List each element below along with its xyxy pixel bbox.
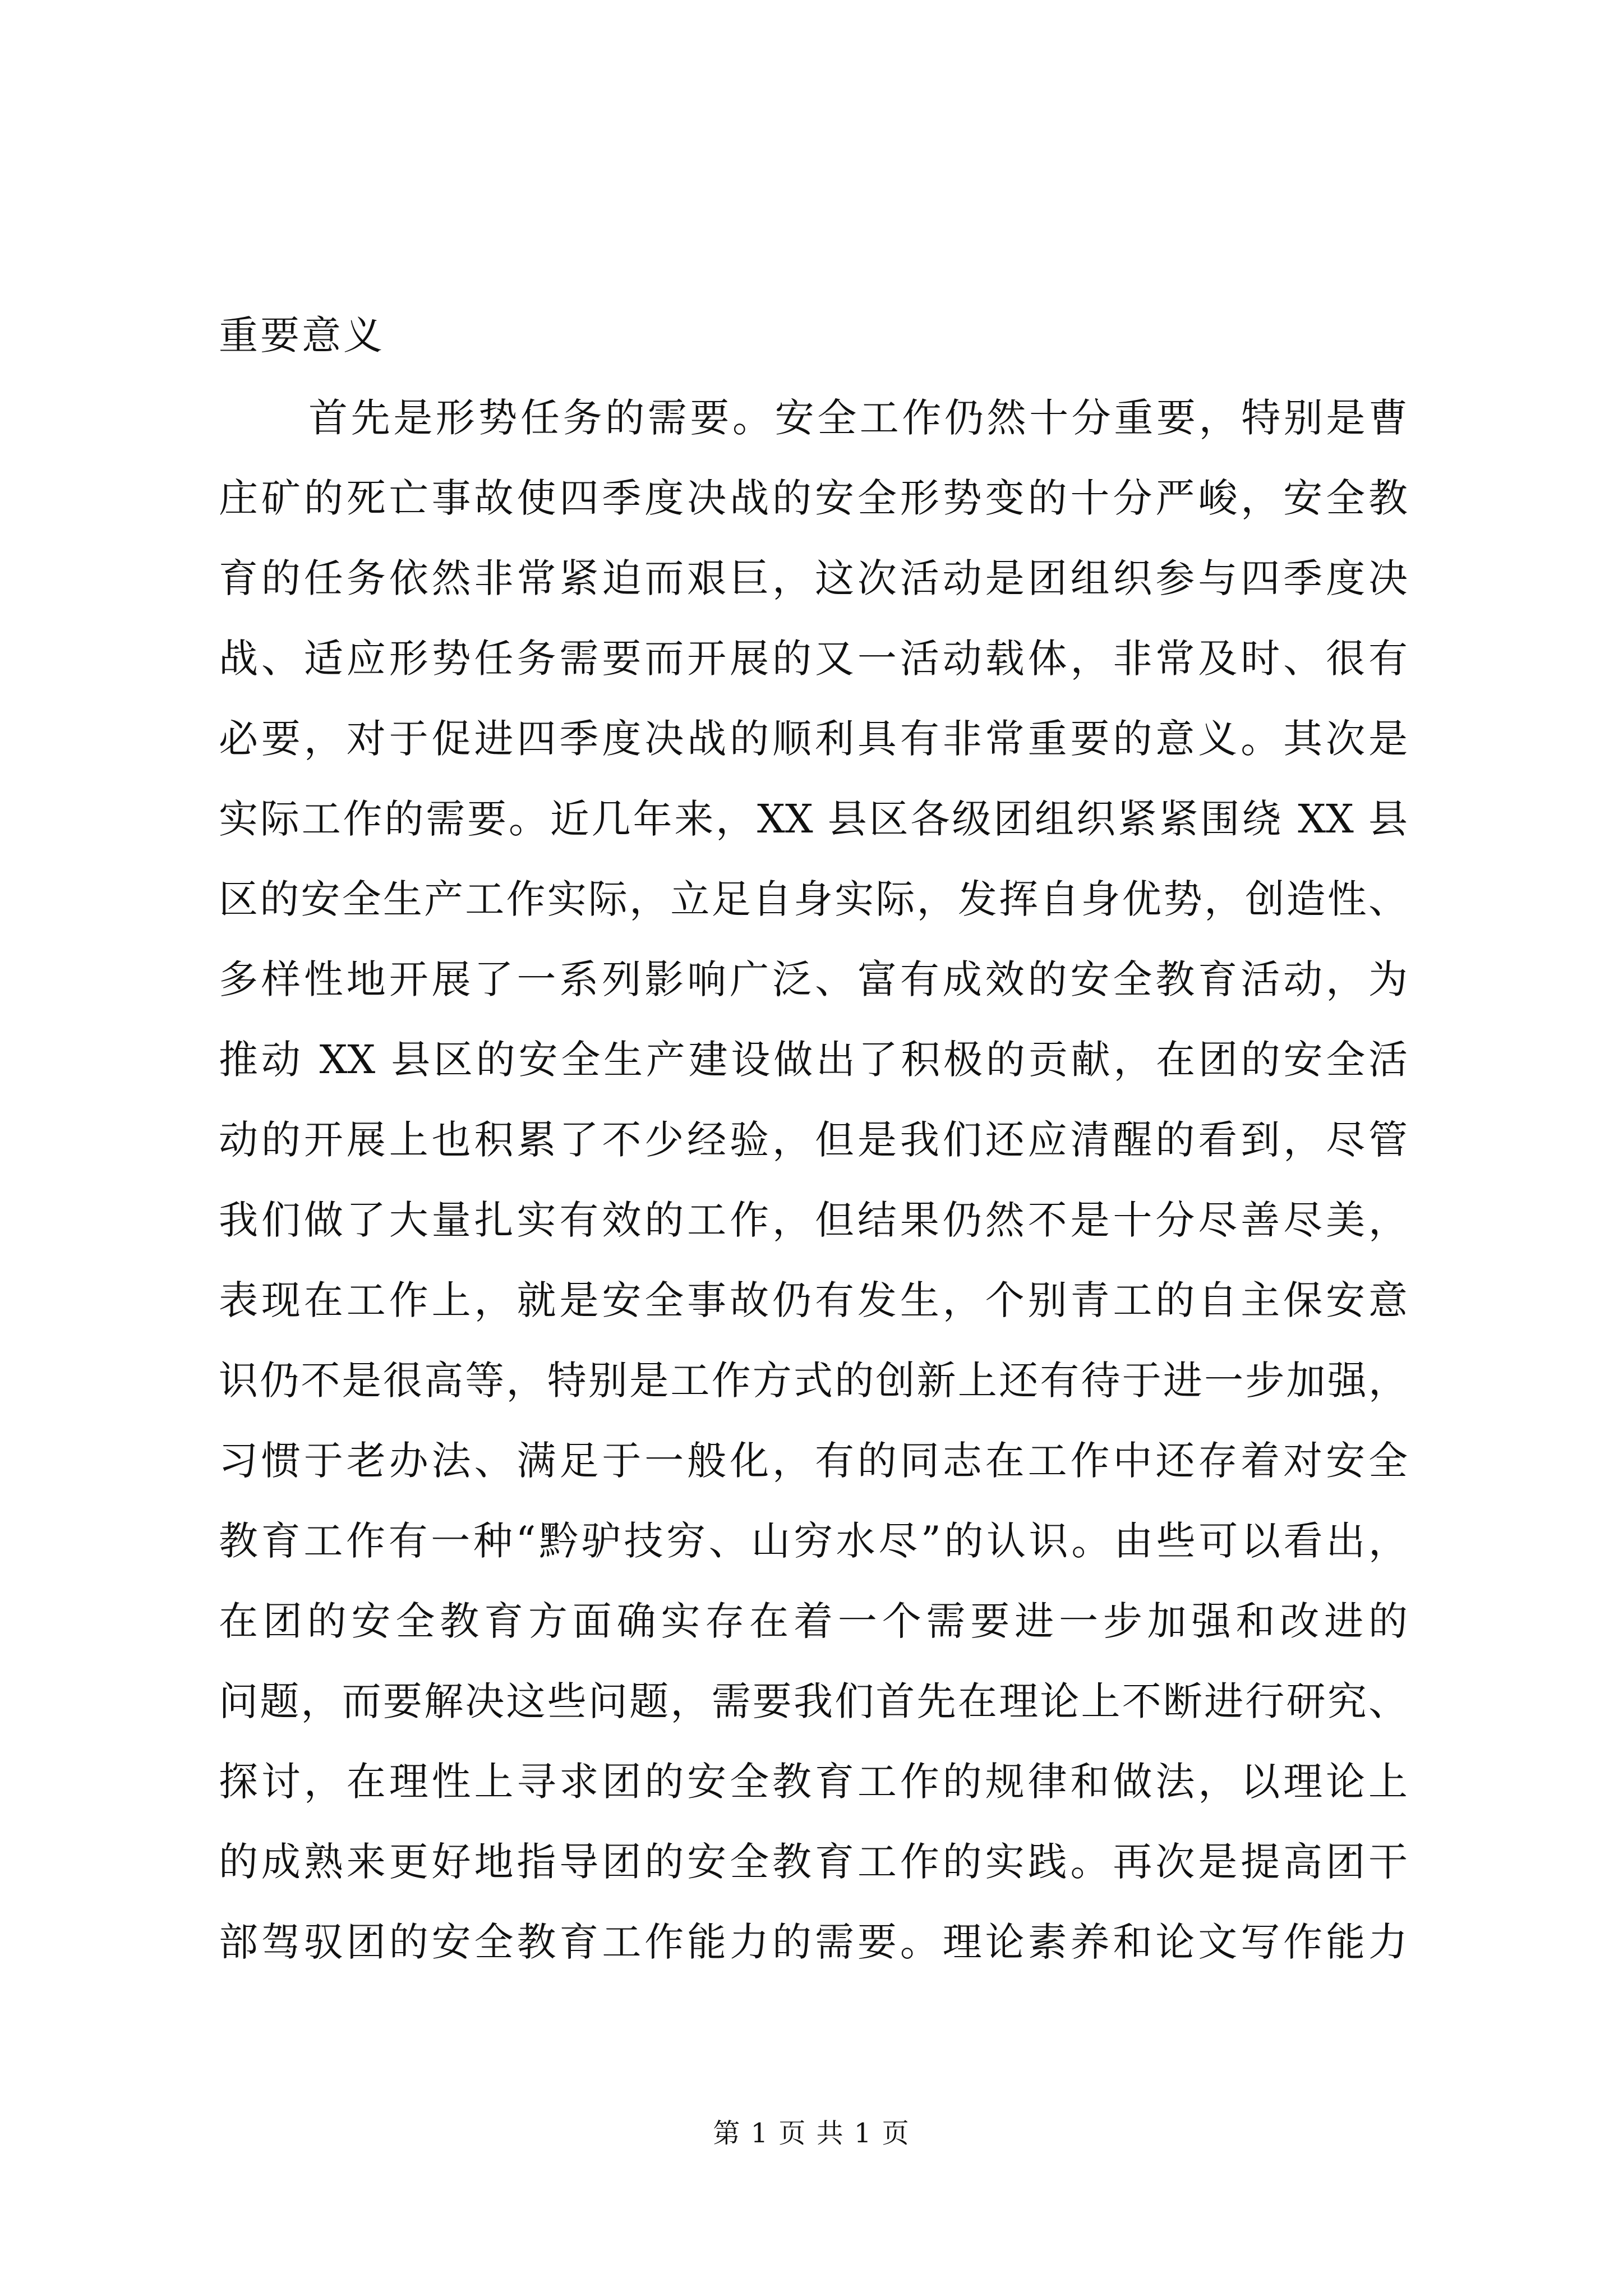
text-line: 推动 XX 县区的安全生产建设做出了积极的贡献，在团的安全活 xyxy=(219,1037,1408,1083)
text-line: 我们做了大量扎实有效的工作，但结果仍然不是十分尽善尽美， xyxy=(219,1197,1408,1243)
text-line: 问题，而要解决这些问题，需要我们首先在理论上不断进行研究、 xyxy=(219,1678,1408,1724)
text-line: 首先是形势任务的需要。安全工作仍然十分重要，特别是曹 xyxy=(308,395,1408,441)
section-heading: 重要意义 xyxy=(219,312,385,358)
text-line: 表现在工作上，就是安全事故仍有发生，个别青工的自主保安意 xyxy=(219,1277,1408,1323)
page-number-footer: 第 1 页 共 1 页 xyxy=(713,2118,910,2149)
text-line: 部驾驭团的安全教育工作能力的需要。理论素养和论文写作能力 xyxy=(219,1919,1408,1965)
text-line: 识仍不是很高等，特别是工作方式的创新上还有待于进一步加强， xyxy=(219,1358,1408,1404)
text-line: 的成熟来更好地指导团的安全教育工作的实践。再次是提高团干 xyxy=(219,1839,1408,1885)
text-line: 区的安全生产工作实际，立足自身实际，发挥自身优势，创造性、 xyxy=(219,876,1408,922)
text-line: 教育工作有一种“黔驴技穷、山穷水尽”的认识。由些可以看出， xyxy=(219,1518,1408,1564)
text-line: 庄矿的死亡事故使四季度决战的安全形势变的十分严峻，安全教 xyxy=(219,475,1408,521)
text-line: 必要，对于促进四季度决战的顺利具有非常重要的意义。其次是 xyxy=(219,716,1408,762)
text-line: 动的开展上也积累了不少经验，但是我们还应清醒的看到，尽管 xyxy=(219,1117,1408,1163)
text-line: 实际工作的需要。近几年来，XX 县区各级团组织紧紧围绕 XX 县 xyxy=(219,796,1408,842)
text-line: 习惯于老办法、满足于一般化，有的同志在工作中还存着对安全 xyxy=(219,1438,1408,1484)
text-line: 多样性地开展了一系列影响广泛、富有成效的安全教育活动，为 xyxy=(219,956,1408,1002)
text-line: 战、适应形势任务需要而开展的又一活动载体，非常及时、很有 xyxy=(219,636,1408,682)
text-line: 育的任务依然非常紧迫而艰巨，这次活动是团组织参与四季度决 xyxy=(219,555,1408,601)
text-line: 在团的安全教育方面确实存在着一个需要进一步加强和改进的 xyxy=(219,1598,1408,1644)
text-line: 探讨，在理性上寻求团的安全教育工作的规律和做法，以理论上 xyxy=(219,1759,1408,1805)
